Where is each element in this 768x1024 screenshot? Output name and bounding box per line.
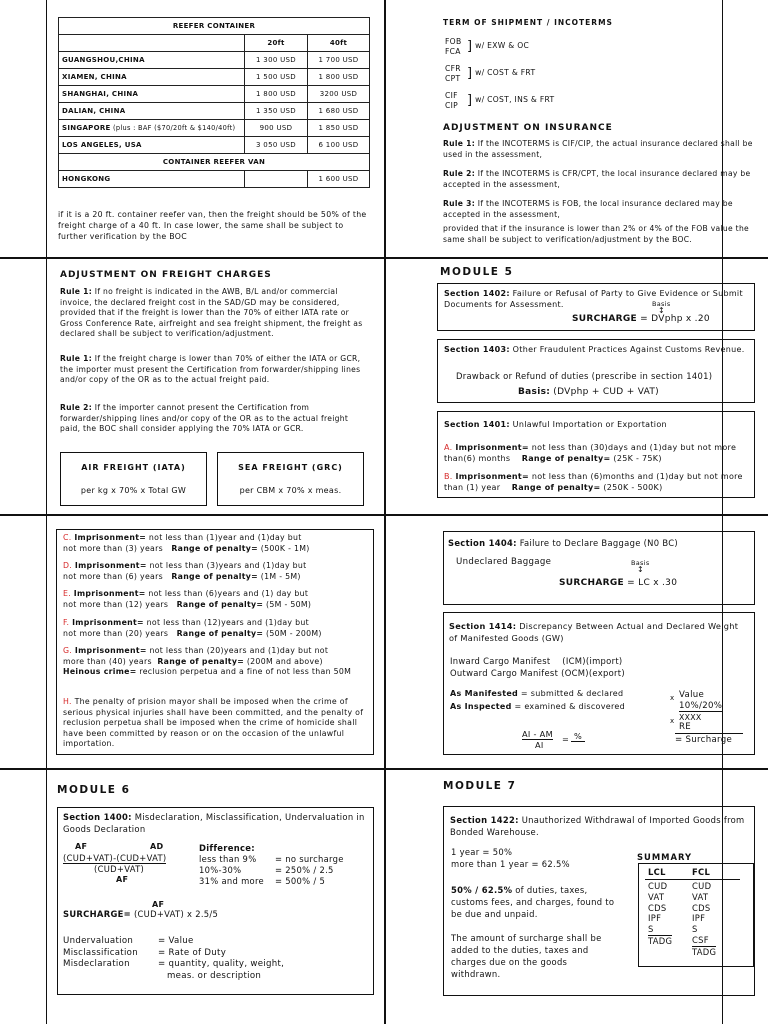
list-item: CDS — [692, 902, 711, 913]
list-item: CUD — [648, 881, 668, 891]
freight-title: ADJUSTMENT ON FREIGHT CHARGES — [60, 270, 272, 280]
freight-rule-1b: Rule 1: If the freight charge is lower than 70% of either the IATA or GCR, the importer must present the Certification from forwarder/shipping lines and/or copy of the OR as to the actual freight paid. — [60, 354, 361, 384]
section-1403-box: Section 1403: Other Fraudulent Practices Against Customs Revenue. Drawback or Refund of duties (prescribe in section 1401) Basis: (DVphp + CUD + VAT) — [437, 339, 755, 403]
list-item: CDS — [648, 902, 667, 913]
table-row: SINGAPORE (plus : BAF ($70/20ft & $140/40ft) 900 USD 1 850 USD — [59, 120, 370, 137]
list-item: VAT — [692, 891, 709, 902]
list-item: CUD — [692, 881, 712, 891]
table-row: LOS ANGELES, USA 3 050 USD 6 100 USD — [59, 137, 370, 154]
insurance-rule-3: Rule 3: If the INCOTERMS is FOB, the local insurance declared may be accepted in the assessment, — [443, 199, 733, 219]
grid-hline-1 — [0, 257, 768, 259]
module5-title: MODULE 5 — [440, 266, 514, 278]
penalty-e: E. Imprisonment= not less than (6)years and (1) day but not more than (12) years Range of penalty= (5M - 50M) — [63, 589, 312, 609]
summary-table: LCL FCL CUD VAT CDS IPF S TADG CUD VAT CDS IPF S CSF TADG — [638, 863, 754, 967]
list-item: TADG — [648, 935, 673, 946]
sea-freight-box: SEA FREIGHT (GRC) per CBM x 70% x meas. — [217, 452, 364, 506]
insurance-title: ADJUSTMENT ON INSURANCE — [443, 123, 613, 133]
table-row: XIAMEN, CHINA 1 500 USD 1 800 USD — [59, 69, 370, 86]
penalty-f: F. Imprisonment= not less than (12)years and (1)day but not more than (20) years Range of penalty= (50M - 200M) — [63, 618, 322, 638]
summary-title: SUMMARY — [637, 852, 693, 862]
section-1404-box: Section 1404: Failure to Declare Baggage (N0 BC) Undeclared Baggage Basis ↕ SURCHARGE = LC x .30 — [443, 531, 755, 605]
list-item: IPF — [692, 913, 706, 924]
list-item: S — [692, 924, 698, 935]
penalties-box — [56, 529, 374, 755]
insurance-rule-2: Rule 2: If the INCOTERMS is CFR/CPT, the local insurance declared may be accepted in the assessment, — [443, 169, 751, 189]
grid-vline-center — [384, 0, 386, 1024]
reefer-title: REEFER CONTAINER — [59, 18, 370, 35]
list-item: IPF — [648, 913, 662, 924]
list-item: S — [648, 924, 654, 935]
grid-hline-3 — [0, 768, 768, 770]
list-item: CSF — [692, 934, 709, 945]
table-row: DALIAN, CHINA 1 350 USD 1 680 USD — [59, 103, 370, 120]
basis-arrow-icon: ↕ — [658, 306, 666, 315]
list-item: VAT — [648, 891, 665, 902]
insurance-provided: provided that if the insurance is lower than 2% or 4% of the FOB value the same shall be subject to verification/adjustment by the BOC. — [443, 224, 750, 244]
section-1414-box: Section 1414: Discrepancy Between Actual and Declared Weight of Manifested Goods (GW) Inward Cargo Manifest (ICM)(import) Outward Cargo Manifest (OCM)(export) As Manifested = submitted & declared As Inspected = examined & discovered x Value 10%/20% x XXXX RE = Surcharge AI - AM AI = % — [443, 612, 755, 755]
insurance-rule-1: Rule 1: If the INCOTERMS is CIF/CIP, the actual insurance declared shall be used in the assessment, — [443, 139, 753, 159]
penalty-c: C. Imprisonment= not less than (1)year and (1)day but not more than (3) years Range of penalty= (500K - 1M) — [63, 533, 310, 553]
air-freight-box: AIR FREIGHT (IATA) per kg x 70% x Total GW — [60, 452, 207, 506]
reefer-note: if it is a 20 ft. container reefer van, then the freight should be 50% of the freight charge of a 40 ft. In case lower, the same shall be subject to further verification by the BOC — [58, 210, 367, 241]
incoterms-title: TERM OF SHIPMENT / INCOTERMS — [443, 18, 613, 27]
penalty-d: D. Imprisonment= not less than (3)years and (1)day but not more than (6) years Range of penalty= (1M - 5M) — [63, 561, 307, 581]
fcl-list — [692, 881, 716, 958]
section-1400-box: Section 1400: Misdeclaration, Misclassification, Undervaluation in Goods Declaration AF AD (CUD+VAT)-(CUD+VAT) (CUD+VAT) AF Difference: less than 9% = no surcharge 10%-30% = 250% / 2.5 31% and more = 500% / 5 AF SURCHARGE= (CUD+VAT) x 2.5/5 Undervaluation = Value Misclassification = Rate of Duty Misdeclaration = quantity, quality, weight, meas. or description — [57, 807, 374, 995]
penalty-h: H. The penalty of prision mayor shall be imposed when the crime of serious physical injuries shall have been committed, and the penalty of reclusion perpetua shall be imposed when the crime of homicide shall have been committed by reason or on the occasion of the unlawful importation. — [63, 697, 364, 748]
col-20ft: 20ft — [245, 35, 308, 52]
module6-title: MODULE 6 — [57, 784, 131, 796]
section-1422-box: Section 1422: Unauthorized Withdrawal of Imported Goods from Bonded Warehouse. 1 year = 50% more than 1 year = 62.5% 50% / 62.5% of duties, taxes, customs fees, and charges, found to be due and unpaid. The amount of surcharge shall be added to the duties, taxes and charges due on the goods withdrawn. SUMMARY LCL FCL CUD VAT CDS IPF S TADG CUD VAT CDS IPF S CSF TADG — [443, 806, 755, 996]
table-row: HONGKONG 1 600 USD — [59, 171, 370, 188]
incoterm-group-3: CIF CIP — [445, 91, 459, 110]
table-row: SHANGHAI, CHINA 1 800 USD 3200 USD — [59, 86, 370, 103]
basis-arrow-icon: ↕ — [637, 565, 645, 574]
list-item: TADG — [692, 946, 717, 957]
lcl-list — [648, 881, 672, 947]
section-1401-box: Section 1401: Unlawful Importation or Exportation A. Imprisonment= not less than (30)days and (1)day but not more than(6) months Range of penalty= (25K - 75K) B. Imprisonment= not less than (6)months and (1)day but not more than (1) year Range of penalty= (250K - 500K) — [437, 411, 755, 498]
section-1402-box: Section 1402: Failure or Refusal of Party to Give Evidence or Submit Documents for Assessment. Basis ↕ SURCHARGE = DVphp x .20 — [437, 283, 755, 331]
grid-vline-left — [46, 0, 47, 1024]
table-row: GUANGSHOU,CHINA 1 300 USD 1 700 USD — [59, 52, 370, 69]
freight-rule-2: Rule 2: If the importer cannot present the Certification from forwarder/shipping lines and/or copy of the OR as to the actual freight paid, the BOC shall consider applying the 70% IATA or GCR. — [60, 403, 349, 433]
freight-rule-1: Rule 1: If no freight is indicated in the AWB, B/L and/or commercial invoice, the declared freight cost in the SAD/GD may be considered, provided that if the freight is lower than the 70% of either IATA rate or Gross Conference Rate, airfreight and sea freight shipment, the freight as declared shall be subject to verification/adjustment. — [60, 287, 363, 338]
incoterm-group-1: FOB FCA — [445, 37, 462, 56]
grid-hline-2 — [0, 514, 768, 516]
reefer-table — [58, 17, 370, 188]
penalty-g: G. Imprisonment= not less than (20)years and (1)day but not more than (40) years Range of penalty= (200M and above) Heinous crime= reclusion perpetua and a fine of not less than 50M — [63, 646, 352, 676]
module7-title: MODULE 7 — [443, 780, 517, 792]
incoterm-group-2: CFR CPT — [445, 64, 461, 83]
van-title: CONTAINER REEFER VAN — [59, 154, 370, 171]
col-40ft: 40ft — [308, 35, 370, 52]
